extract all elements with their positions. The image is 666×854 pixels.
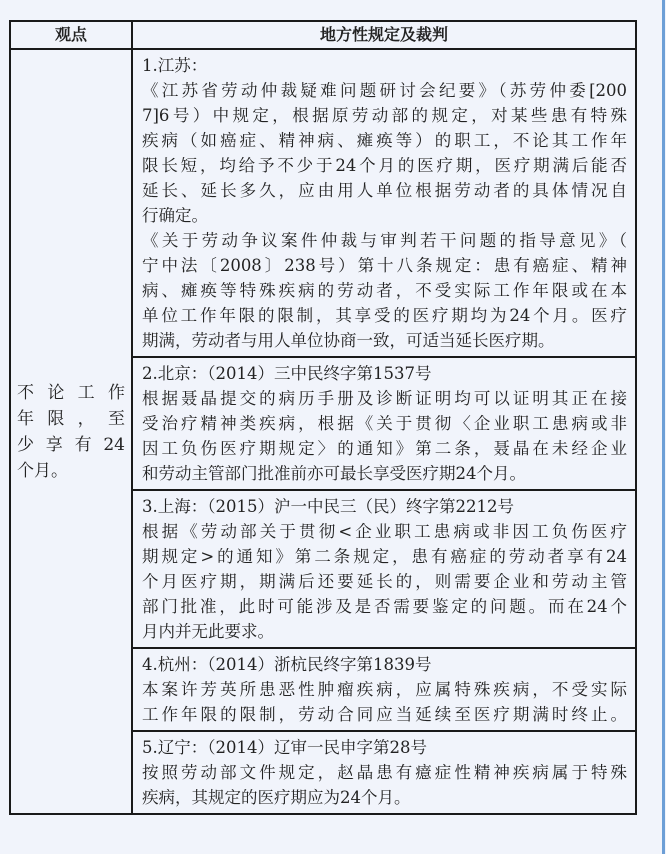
regulation-cell [132,648,636,731]
regulation-text-line: 疾病，其规定的医疗期应为24个月。 [142,788,411,807]
regulation-text-line: 期规定>的通知》第二条规定，患有癌症的劳动者享有24 [142,547,627,566]
page-edge-line [662,0,665,854]
regulation-text-line: 受治疗精神类疾病，根据《关于贯彻〈企业职工患病或非 [142,414,627,433]
regulation-title: 4.杭州：（2014）浙杭民终字第1839号 [142,655,432,674]
header-regulations: 地方性规定及裁判 [132,21,636,49]
table-row [10,49,636,357]
regulation-text-line: 个月医疗期，期满后还要延长的，则需要企业和劳动主管 [142,572,627,591]
header-viewpoint: 观点 [10,21,132,49]
viewpoint-line: 年限，至 [17,408,125,429]
regulation-cell [132,490,636,648]
regulation-text-line: 病、瘫痪等特殊疾病的劳动者，不受实际工作年限或在本 [142,281,627,300]
regulation-text-line: 月内并无此要求。 [142,622,274,641]
regulation-cell [132,731,636,814]
regulation-text-line: 《江苏省劳动仲裁疑难问题研讨会纪要》（苏劳仲委[200 [142,81,627,100]
regulation-text-line: 本案许芳英所患恶性肿瘤疾病，应属特殊疾病，不受实际 [142,680,627,699]
regulation-text-line: 《关于劳动争议案件仲裁与审判若干问题的指导意见》（ [142,231,627,250]
regulations-table [9,20,637,815]
regulation-text-line: 行确定。 [142,206,208,225]
regulation-text-line: 按照劳动部文件规定，赵晶患有癔症性精神疾病属于特殊 [142,763,627,782]
regulation-text-line: 限长短，均给予不少于24个月的医疗期，医疗期满后能否 [142,156,627,175]
regulation-text-line: 期满，劳动者与用人单位协商一致，可适当延长医疗期。 [142,331,555,350]
regulation-text-line: 和劳动主管部门批准前亦可最长享受医疗期24个月。 [142,464,526,483]
viewpoint-line: 不论工作 [17,382,125,403]
regulation-text-line: 单位工作年限的限制，其享受的医疗期均为24个月。医疗 [142,306,627,325]
regulation-text-line: 宁中法〔2008〕238号）第十八条规定：患有癌症、精神 [142,256,627,275]
regulation-cell [132,49,636,357]
regulation-text-line: 根据《劳动部关于贯彻<企业职工患病或非因工负伤医疗 [142,522,627,541]
regulation-title: 5.辽宁：（2014）辽审一民申字第28号 [142,738,427,757]
viewpoint-line: 少享有24 [17,434,125,455]
regulation-title: 2.北京：（2014）三中民终字第1537号 [142,364,432,383]
regulation-text-line: 部门批准，此时可能涉及是否需要鉴定的问题。而在24个 [142,597,627,616]
regulation-text-line: 疾病（如癌症、精神病、瘫痪等）的职工，不论其工作年 [142,131,627,150]
regulation-title: 1.江苏： [142,56,208,75]
regulation-text-line: 7]6号）中规定，根据原劳动部的规定，对某些患有特殊 [142,106,627,125]
regulation-text-line: 因工负伤医疗期规定〉的通知》第二条，聂晶在未经企业 [142,439,627,458]
viewpoint-cell [10,49,132,814]
regulation-title: 3.上海：（2015）沪一中民三（民）终字第2212号 [142,497,514,516]
regulation-text-line: 工作年限的限制，劳动合同应当延续至医疗期满时终止。 [142,705,627,724]
regulation-cell [132,357,636,490]
table-header-row [10,21,636,49]
regulation-text-line: 延长、延长多久，应由用人单位根据劳动者的具体情况自 [142,181,627,200]
regulation-text-line: 根据聂晶提交的病历手册及诊断证明均可以证明其正在接 [142,389,627,408]
viewpoint-line: 个月。 [17,460,68,481]
